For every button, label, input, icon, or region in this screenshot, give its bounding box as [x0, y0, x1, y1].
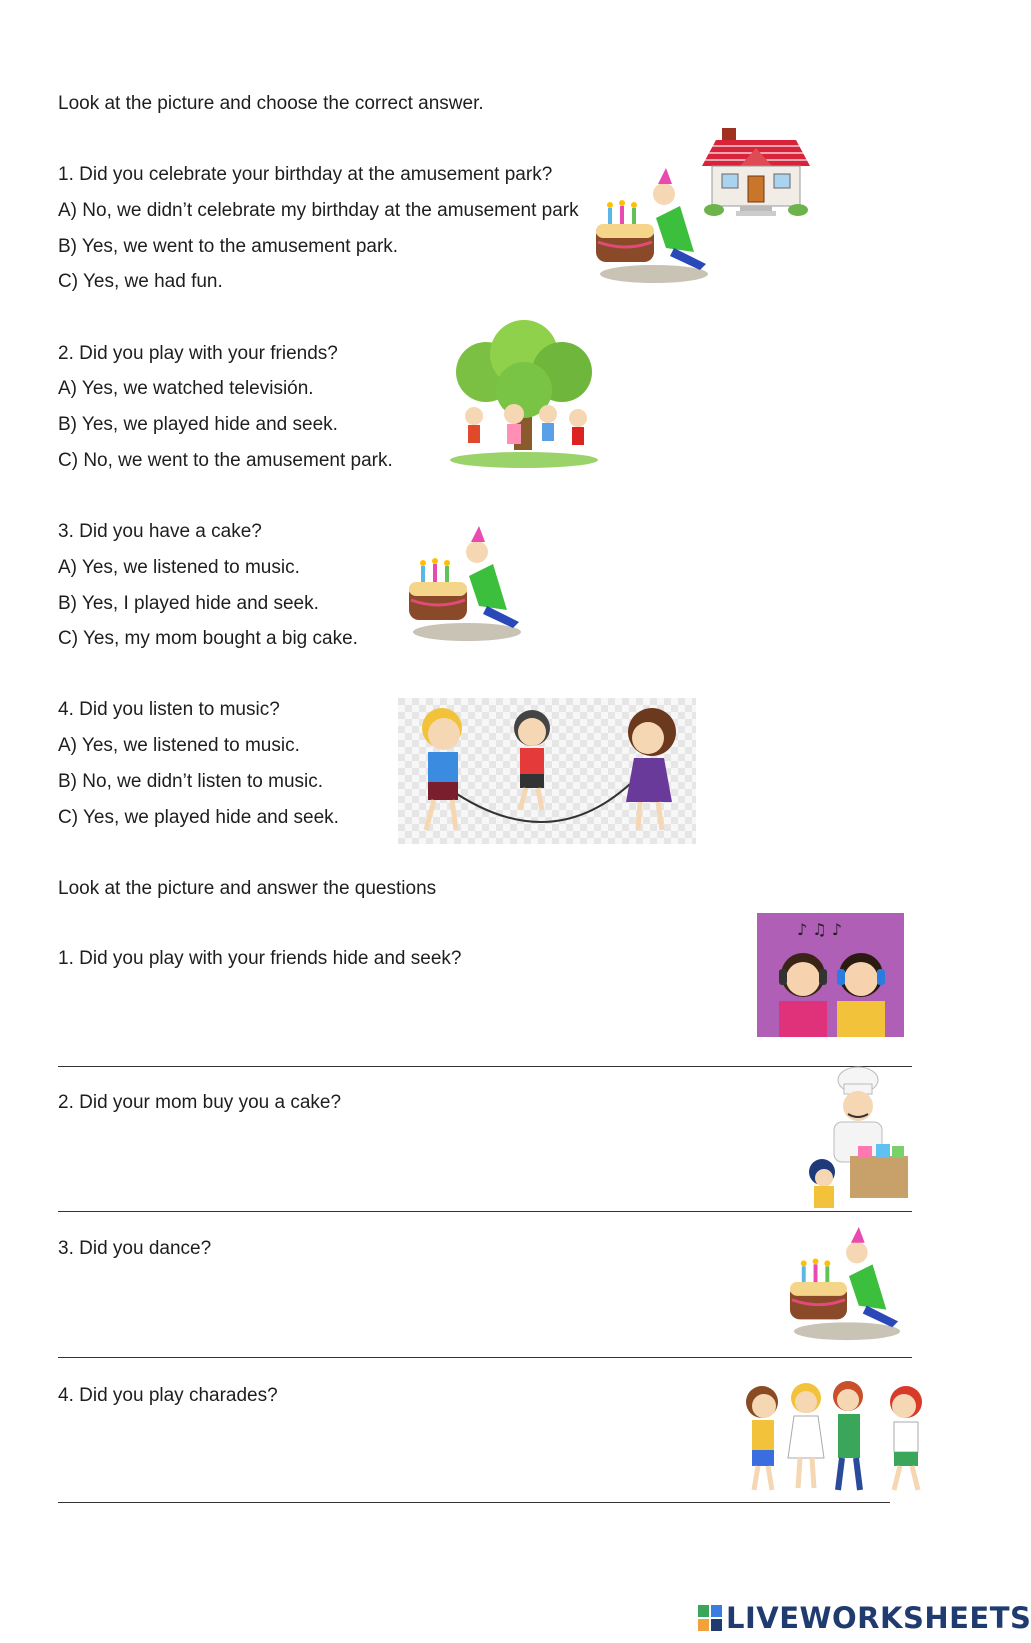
chef-cake-image — [802, 1066, 910, 1210]
option-3c[interactable]: C) Yes, my mom bought a big cake. — [58, 628, 358, 649]
option-2c[interactable]: C) No, we went to the amusement park. — [58, 450, 393, 471]
option-1a[interactable]: A) No, we didn’t celebrate my birthday at the amusement park — [58, 200, 579, 221]
music-headphones-image — [757, 913, 904, 1037]
answer-line-4[interactable] — [58, 1502, 890, 1503]
liveworksheets-icon — [698, 1605, 722, 1631]
birthday-cake-image-3 — [788, 1226, 906, 1344]
answer-line-2[interactable] — [58, 1211, 912, 1212]
option-2b[interactable]: B) Yes, we played hide and seek. — [58, 414, 338, 435]
liveworksheets-logo — [698, 1600, 1031, 1636]
option-2a[interactable]: A) Yes, we watched televisión. — [58, 378, 314, 399]
option-3a[interactable]: A) Yes, we listened to music. — [58, 557, 300, 578]
svg-text:♪ ♫ ♪: ♪ ♫ ♪ — [797, 920, 842, 939]
option-3b[interactable]: B) Yes, I played hide and seek. — [58, 593, 319, 614]
option-1b[interactable]: B) Yes, we went to the amusement park. — [58, 236, 399, 257]
tree-friends-image — [444, 320, 604, 472]
open-question-2: 2. Did your mom buy you a cake? — [58, 1092, 342, 1113]
answer-line-3[interactable] — [58, 1357, 912, 1358]
open-question-3: 3. Did you dance? — [58, 1238, 212, 1259]
charades-kids-image — [736, 1372, 942, 1496]
answer-line-1[interactable] — [58, 1066, 912, 1067]
option-4a[interactable]: A) Yes, we listened to music. — [58, 735, 300, 756]
question-4: 4. Did you listen to music? — [58, 699, 280, 720]
birthday-cake-image-2 — [400, 526, 534, 644]
option-4b[interactable]: B) No, we didn’t listen to music. — [58, 771, 324, 792]
birthday-cake-image-1 — [594, 168, 714, 286]
house-image — [702, 126, 810, 218]
instruction-choose: Look at the picture and choose the correct answer. — [58, 93, 484, 114]
instruction-answer: Look at the picture and answer the questions — [58, 878, 437, 899]
brand-name: LIVEWORKSHEETS — [726, 1601, 1031, 1635]
option-4c[interactable]: C) Yes, we played hide and seek. — [58, 807, 339, 828]
jump-rope-image — [398, 698, 696, 844]
open-question-1: 1. Did you play with your friends hide and seek? — [58, 948, 462, 969]
question-2: 2. Did you play with your friends? — [58, 343, 338, 364]
question-3: 3. Did you have a cake? — [58, 521, 262, 542]
open-question-4: 4. Did you play charades? — [58, 1385, 278, 1406]
option-1c[interactable]: C) Yes, we had fun. — [58, 271, 223, 292]
question-1: 1. Did you celebrate your birthday at the amusement park? — [58, 164, 553, 185]
